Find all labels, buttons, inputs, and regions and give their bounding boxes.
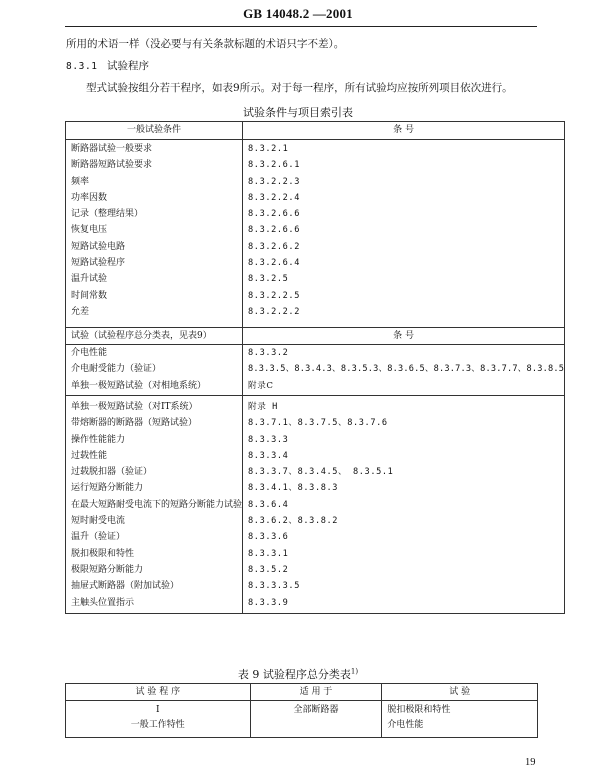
test-items-a-list	[66, 345, 242, 394]
list-item: 过载性能	[71, 450, 108, 461]
document-header-title: GB 14048.2 —2001	[243, 6, 353, 21]
list-item: 8.3.4.1、8.3.8.3	[248, 483, 339, 494]
list-item: 介电性能	[387, 720, 424, 730]
list-item: 8.3.6.4	[248, 499, 289, 510]
list-item: 8.3.2.6.2	[248, 241, 300, 252]
list-item: 8.3.3.5、8.3.4.3、8.3.5.3、8.3.6.5、8.3.7.3、8.3.7.7、8.3.8.5	[248, 364, 565, 375]
sequence-name: 一般工作特性	[130, 720, 185, 730]
table9-header-sequence: 试 验 程 序	[66, 684, 251, 701]
list-item: 抽屉式断路器（附加试验）	[71, 581, 180, 592]
test-items-b-list	[66, 399, 242, 611]
test-rows-a-block	[66, 345, 565, 396]
table9-header-applies: 适 用 于	[250, 684, 382, 701]
test-header-right: 条 号	[243, 328, 565, 345]
list-item: 8.3.2.2.3	[248, 176, 300, 187]
list-item: 恢复电压	[71, 225, 108, 236]
table9-caption-text: 表 9 试验程序总分类表	[237, 668, 351, 681]
applies-to: 全部断路器	[293, 705, 339, 715]
list-item: 8.3.6.2、8.3.8.2	[248, 516, 339, 527]
list-item: 脱扣极限和特性	[387, 705, 451, 715]
list-item: 8.3.5.2	[248, 564, 289, 575]
list-item: 在最大短路耐受电流下的短路分断能力试验	[71, 499, 243, 510]
list-item: 短路试验程序	[71, 258, 126, 269]
list-item: 8.3.3.6	[248, 532, 289, 543]
list-item: 主触头位置指示	[71, 597, 135, 608]
list-item: 断路器试验一般要求	[71, 144, 153, 154]
test-header-left: 试验（试验程序总分类表，见表9）	[66, 328, 243, 345]
section-heading	[66, 58, 149, 73]
list-item: 8.3.2.6.4	[248, 258, 300, 269]
list-item: 操作性能能力	[71, 434, 126, 445]
general-header-row	[66, 122, 565, 140]
list-item: 8.3.2.6.1	[248, 160, 300, 171]
test-clauses-a-list	[243, 345, 564, 394]
list-item: 8.3.3.1	[248, 548, 289, 559]
list-item: 频率	[71, 176, 90, 187]
general-rows-block	[66, 140, 565, 328]
list-item: 8.3.2.2.5	[248, 290, 300, 301]
sequence-numeral: I	[156, 705, 160, 715]
list-item: 短时耐受电流	[71, 516, 126, 527]
list-item: 短路试验电路	[71, 241, 126, 252]
test-clauses-b-list	[243, 399, 564, 611]
general-items-list	[66, 141, 242, 320]
intro-line: 所用的术语一样（没必要与有关条款标题的术语只字不差）。	[66, 38, 345, 50]
list-item: 8.3.3.2	[248, 348, 289, 358]
test-rows-b-block	[66, 396, 565, 614]
list-item: 8.3.7.1、8.3.7.5、8.3.7.6	[248, 418, 388, 429]
list-item: 断路器短路试验要求	[71, 160, 153, 171]
table9-caption	[0, 666, 596, 682]
table9-header-row	[66, 684, 538, 701]
body-paragraph: 型式试验按组分若干程序，如表9所示。对于每一程序，所有试验均应按所列项目依次进行。	[86, 82, 513, 94]
footnote-marker: 1)	[350, 667, 359, 676]
list-item: 带熔断器的断路器（短路试验）	[71, 418, 198, 429]
section-title: 试验程序	[106, 60, 149, 72]
list-item: 温升（验证）	[71, 532, 126, 543]
list-item: 8.3.2.6.6	[248, 209, 300, 220]
list-item: 允差	[71, 306, 90, 317]
table9	[65, 683, 538, 738]
section-number: 8.3.1	[66, 61, 98, 72]
list-item: 极限短路分断能力	[71, 564, 144, 575]
list-item: 记录（整理结果）	[71, 209, 144, 220]
index-table	[65, 121, 565, 614]
list-item: 8.3.2.2.2	[248, 306, 300, 317]
list-item: 附录 H	[248, 402, 278, 412]
list-item: 8.3.2.6.6	[248, 225, 300, 236]
general-clauses-list	[243, 141, 564, 320]
table9-header-tests: 试 验	[382, 684, 538, 701]
general-header-right: 条 号	[243, 122, 565, 140]
table-row	[66, 701, 538, 738]
list-item: 8.3.2.2.4	[248, 192, 300, 203]
list-item: 介电耐受能力（验证）	[71, 364, 162, 375]
header-rule	[65, 26, 537, 27]
list-item: 单独一极短路试验（对IT系统）	[71, 402, 198, 412]
list-item: 单独一极短路试验（对相地系统）	[71, 380, 207, 391]
list-item: 脱扣极限和特性	[71, 548, 135, 559]
page-number: 19	[525, 757, 536, 768]
index-table-caption: 试验条件与项目索引表	[243, 106, 353, 119]
list-item: 附录C	[248, 380, 274, 391]
list-item: 8.3.3.7、8.3.4.5、 8.3.5.1	[248, 467, 394, 478]
list-item: 介电性能	[71, 348, 108, 358]
list-item: 8.3.3.9	[248, 597, 289, 608]
list-item: 8.3.3.3.5	[248, 581, 300, 592]
list-item: 温升试验	[71, 274, 108, 285]
list-item: 8.3.2.1	[248, 144, 289, 154]
list-item: 8.3.2.5	[248, 274, 289, 285]
general-header-left: 一般试验条件	[66, 122, 243, 140]
test-header-row	[66, 328, 565, 345]
list-item: 功率因数	[71, 192, 108, 203]
list-item: 时间常数	[71, 290, 108, 301]
list-item: 8.3.3.4	[248, 450, 289, 461]
list-item: 过载脱扣器（验证）	[71, 467, 153, 478]
list-item: 8.3.3.3	[248, 434, 289, 445]
list-item: 运行短路分断能力	[71, 483, 144, 494]
